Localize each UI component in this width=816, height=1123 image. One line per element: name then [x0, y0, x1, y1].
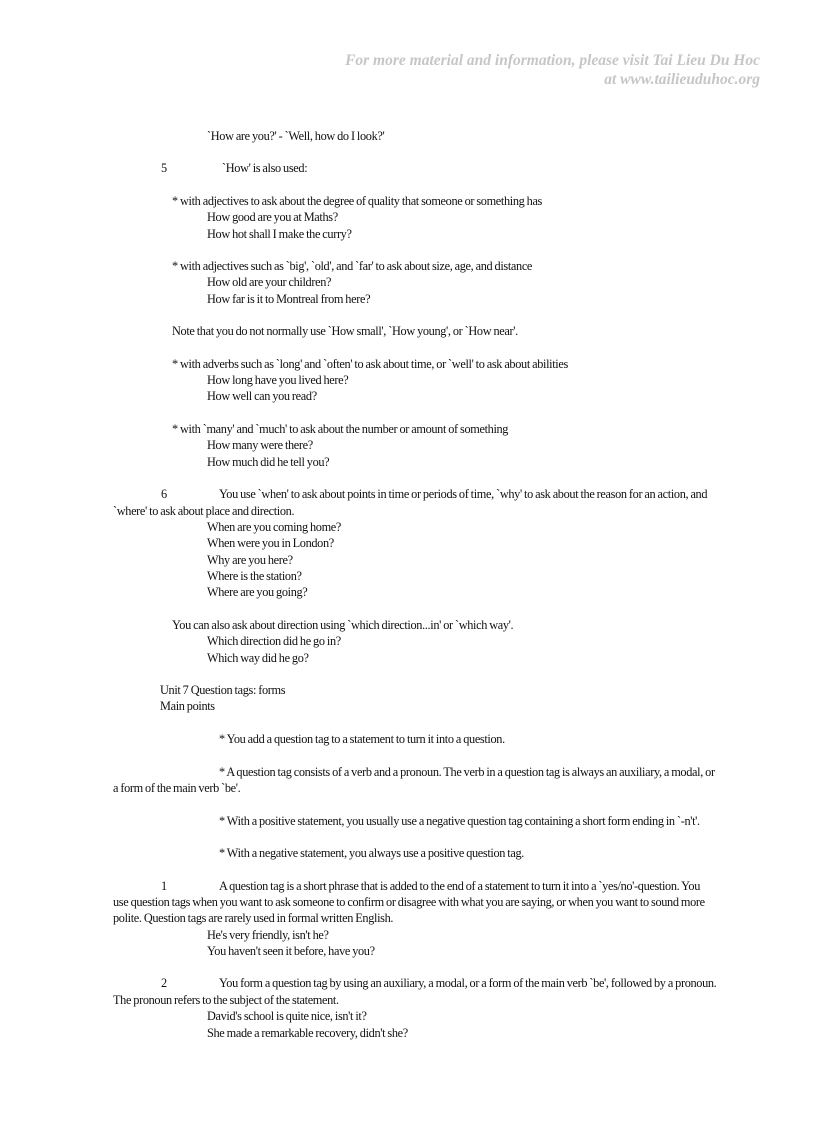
example-line: How well can you read? — [207, 389, 317, 403]
section-number: 1 — [161, 879, 168, 893]
body-line: use question tags when you want to ask someone to confirm or disagree with what you are saying, or when you want to sound more — [113, 895, 705, 909]
body-line: Note that you do not normally use `How small', `How young', or `How near'. — [172, 324, 518, 338]
bullet-line: * with `many' and `much' to ask about the number or amount of something — [172, 422, 509, 436]
example-line: How old are your children? — [207, 275, 332, 289]
body-line: a form of the main verb `be'. — [113, 781, 241, 795]
bullet-line: * with adverbs such as `long' and `often' to ask about time, or `well' to ask about abilities — [172, 357, 568, 371]
example-line: How far is it to Montreal from here? — [207, 292, 371, 306]
example-line: When were you in London? — [207, 536, 334, 550]
body-line: `How' is also used: — [222, 161, 308, 175]
example-line: Why are you here? — [207, 553, 293, 567]
bullet-line: * A question tag consists of a verb and a pronoun. The verb in a question tag is always an auxiliary, a modal, or — [219, 765, 715, 779]
body-line: You use `when' to ask about points in time or periods of time, `why' to ask about the reason for an action, and — [219, 487, 708, 501]
section-number: 5 — [161, 161, 168, 175]
example-line: Which way did he go? — [207, 651, 309, 665]
example-line: How much did he tell you? — [207, 455, 330, 469]
example-line: How long have you lived here? — [207, 373, 349, 387]
header-line-1: For more material and information, please visit Tai Lieu Du Hoc — [345, 52, 760, 69]
example-line: How hot shall I make the curry? — [207, 227, 352, 241]
example-line: Where are you going? — [207, 585, 308, 599]
bullet-line: * with adjectives to ask about the degree of quality that someone or something has — [172, 194, 542, 208]
example-line: How many were there? — [207, 438, 313, 452]
example-line: Where is the station? — [207, 569, 302, 583]
example-line: You haven't seen it before, have you? — [207, 944, 375, 958]
body-line: `where' to ask about place and direction. — [113, 504, 295, 518]
bullet-line: * With a negative statement, you always use a positive question tag. — [219, 846, 524, 860]
bullet-line: * You add a question tag to a statement to turn it into a question. — [219, 732, 505, 746]
bullet-line: * with adjectives such as `big', `old', and `far' to ask about size, age, and distance — [172, 259, 533, 273]
section-number: 2 — [161, 976, 168, 990]
body-line: The pronoun refers to the subject of the statement. — [113, 993, 339, 1007]
main-points-heading: Main points — [160, 699, 215, 713]
section-number: 6 — [161, 487, 168, 501]
example-line: He's very friendly, isn't he? — [207, 928, 329, 942]
body-line: polite. Question tags are rarely used in formal written English. — [113, 911, 394, 925]
header-line-2: at www.tailieuduhoc.org — [604, 71, 760, 88]
example-line: `How are you?' - `Well, how do I look?' — [207, 129, 385, 143]
example-line: David's school is quite nice, isn't it? — [207, 1009, 367, 1023]
bullet-line: * With a positive statement, you usually use a negative question tag containing a short form ending in `-n't'. — [219, 814, 700, 828]
body-line: You can also ask about direction using `which direction...in' or `which way'. — [172, 618, 514, 632]
example-line: How good are you at Maths? — [207, 210, 338, 224]
body-line: A question tag is a short phrase that is added to the end of a statement to turn it into a `yes/no'-question. You — [219, 879, 701, 893]
unit-title: Unit 7 Question tags: forms — [160, 683, 286, 697]
example-line: Which direction did he go in? — [207, 634, 341, 648]
example-line: When are you coming home? — [207, 520, 342, 534]
body-line: You form a question tag by using an auxiliary, a modal, or a form of the main verb `be', followed by a pronoun. — [219, 976, 717, 990]
example-line: She made a remarkable recovery, didn't she? — [207, 1026, 408, 1040]
